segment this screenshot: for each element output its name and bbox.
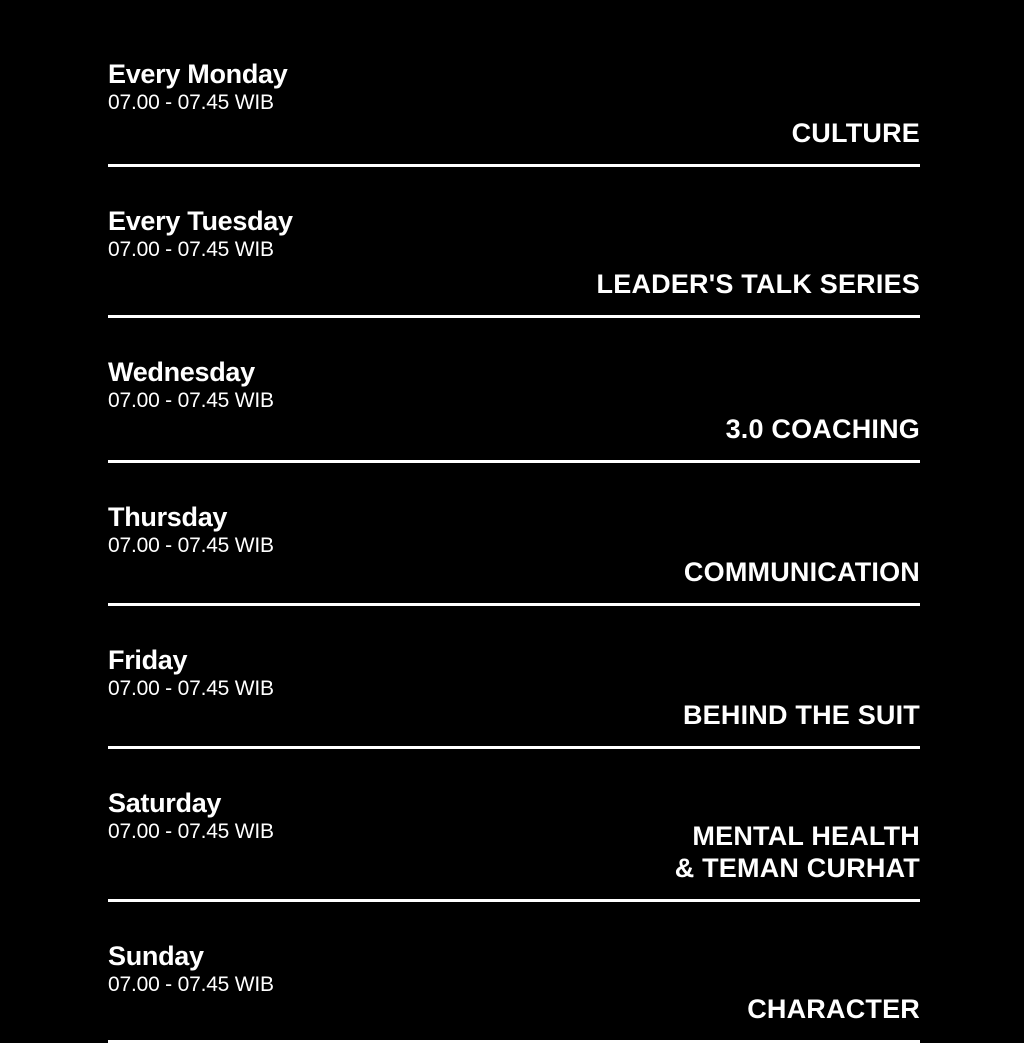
schedule-row — [108, 46, 920, 167]
schedule-topic-label: CHARACTER — [747, 994, 920, 1025]
schedule-row-right — [675, 821, 920, 887]
schedule-time-label: 07.00 - 07.45 WIB — [108, 389, 274, 413]
schedule-row — [108, 193, 920, 318]
schedule-row-left — [108, 46, 287, 117]
schedule-topic-label-second-line: & TEMAN CURHAT — [674, 853, 920, 884]
schedule-topic-label: MENTAL HEALTH — [692, 821, 920, 852]
schedule-row-right — [726, 414, 920, 448]
schedule-row-left — [108, 193, 293, 264]
schedule-row — [108, 928, 920, 1043]
schedule-row-right — [683, 700, 920, 734]
schedule-time-label: 07.00 - 07.45 WIB — [108, 820, 274, 844]
schedule-time-label: 07.00 - 07.45 WIB — [108, 973, 274, 997]
schedule-day-label: Wednesday — [108, 357, 255, 387]
schedule-row — [108, 344, 920, 463]
schedule-day-label: Every Tuesday — [108, 206, 293, 236]
schedule-row-right — [684, 557, 920, 591]
schedule-row-right — [597, 269, 920, 303]
schedule-day-label: Sunday — [108, 941, 204, 971]
schedule-row — [108, 489, 920, 606]
schedule-row — [108, 775, 920, 902]
schedule-day-label: Friday — [108, 645, 188, 675]
schedule-topic-label: 3.0 COACHING — [725, 414, 920, 445]
weekly-schedule-list — [108, 46, 920, 1043]
schedule-topic-label: CULTURE — [791, 118, 920, 149]
schedule-time-label: 07.00 - 07.45 WIB — [108, 677, 274, 701]
schedule-row-left — [108, 928, 274, 999]
schedule-row — [108, 632, 920, 749]
schedule-topic-label: LEADER'S TALK SERIES — [596, 269, 920, 300]
schedule-time-label: 07.00 - 07.45 WIB — [108, 238, 274, 262]
schedule-row-left — [108, 775, 274, 846]
schedule-row-left — [108, 344, 274, 415]
schedule-time-label: 07.00 - 07.45 WIB — [108, 534, 274, 558]
schedule-day-label: Saturday — [108, 788, 222, 818]
schedule-topic-label: COMMUNICATION — [683, 557, 920, 588]
schedule-row-left — [108, 489, 274, 560]
schedule-day-label: Every Monday — [108, 59, 288, 89]
schedule-time-label: 07.00 - 07.45 WIB — [108, 91, 274, 115]
schedule-day-label: Thursday — [108, 502, 228, 532]
schedule-row-left — [108, 632, 274, 703]
schedule-row-right — [792, 118, 920, 152]
schedule-topic-label: BEHIND THE SUIT — [682, 700, 920, 731]
schedule-row-right — [747, 994, 920, 1028]
